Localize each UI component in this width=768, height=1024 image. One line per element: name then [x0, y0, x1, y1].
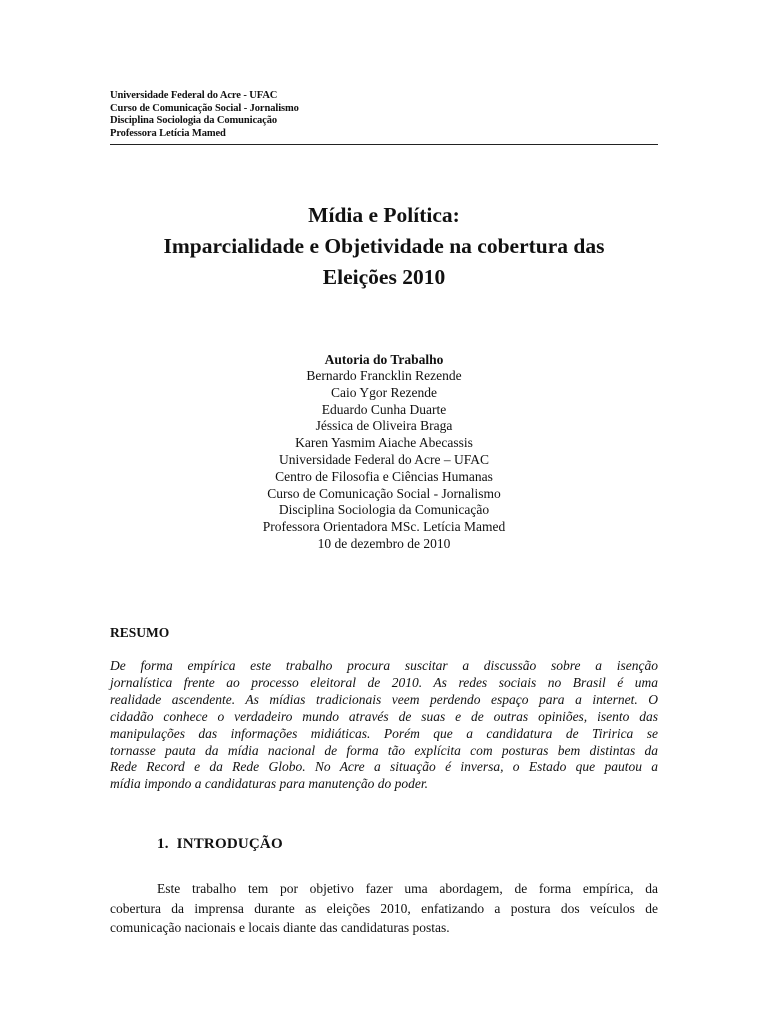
abstract-line: cidadão conhece o verdadeiro mundo através de suas e de outras opiniões, isento das [110, 708, 658, 724]
affiliation-line: Centro de Filosofia e Ciências Humanas [275, 468, 493, 484]
affiliation-line: Disciplina Sociologia da Comunicação [278, 502, 490, 518]
advisor-line: Professora Orientadora MSc. Letícia Mamed [262, 519, 506, 535]
title-line: Eleições 2010 [322, 265, 446, 289]
section-heading-introduction [157, 836, 283, 853]
introduction-paragraph [110, 879, 658, 938]
body-line: Este trabalho tem por objetivo fazer uma abordagem, de forma empírica, da [157, 881, 658, 896]
abstract-line: De forma empírica este trabalho procura suscitar a discussão sobre a isenção [110, 658, 658, 673]
abstract-line: Rede Record e da Rede Globo. No Acre a situação é inversa, o Estado que pautou a [110, 759, 658, 775]
authorship-block [184, 351, 584, 553]
affiliation-line: Universidade Federal do Acre – UFAC [278, 451, 490, 467]
abstract-heading: RESUMO [110, 625, 170, 640]
header-line: Disciplina Sociologia da Comunicação [110, 115, 278, 126]
author-line: Bernardo Francklin Rezende [306, 368, 462, 383]
institution-header [110, 90, 658, 140]
header-line: Professora Letícia Mamed [110, 127, 226, 139]
paper-title [90, 200, 678, 293]
author-line: Caio Ygor Rezende [331, 384, 437, 400]
title-line: Mídia e Política: [308, 203, 460, 227]
authorship-heading: Autoria do Trabalho [324, 352, 444, 367]
abstract-line: manipulações das informações midiáticas. Porém que a candidatura de Tiririca se [110, 725, 658, 741]
header-line: Curso de Comunicação Social - Jornalismo [110, 102, 299, 114]
header-line: Universidade Federal do Acre - UFAC [110, 90, 278, 101]
title-line: Imparcialidade e Objetividade na cobertura das [163, 234, 605, 258]
affiliation-line: Curso de Comunicação Social - Jornalismo [267, 485, 501, 501]
abstract-line: jornalística frente ao processo eleitoral de 2010. As redes sociais no Brasil é uma [110, 674, 658, 690]
body-line: comunicação nacionais e locais diante das candidaturas postas. [110, 920, 450, 935]
abstract-text [110, 658, 658, 793]
author-line: Jéssica de Oliveira Braga [315, 418, 453, 434]
body-line: cobertura da imprensa durante as eleições 2010, enfatizando a postura dos veículos de [110, 900, 658, 916]
abstract-line: mídia impondo a candidaturas para manutenção do poder. [110, 776, 428, 792]
section-number: 1. [157, 836, 169, 852]
author-line: Eduardo Cunha Duarte [321, 401, 447, 417]
section-title: INTRODUÇÃO [176, 836, 283, 852]
author-line: Karen Yasmim Aiache Abecassis [295, 435, 473, 451]
header-divider [110, 144, 658, 145]
abstract-line: tornasse pauta da mídia nacional de forma tão explícita com posturas bem distintas da [110, 742, 658, 758]
date-line: 10 de dezembro de 2010 [317, 535, 451, 551]
abstract-line: realidade ascendente. As mídias tradicionais veem perdendo espaço para a internet. O [110, 691, 658, 707]
